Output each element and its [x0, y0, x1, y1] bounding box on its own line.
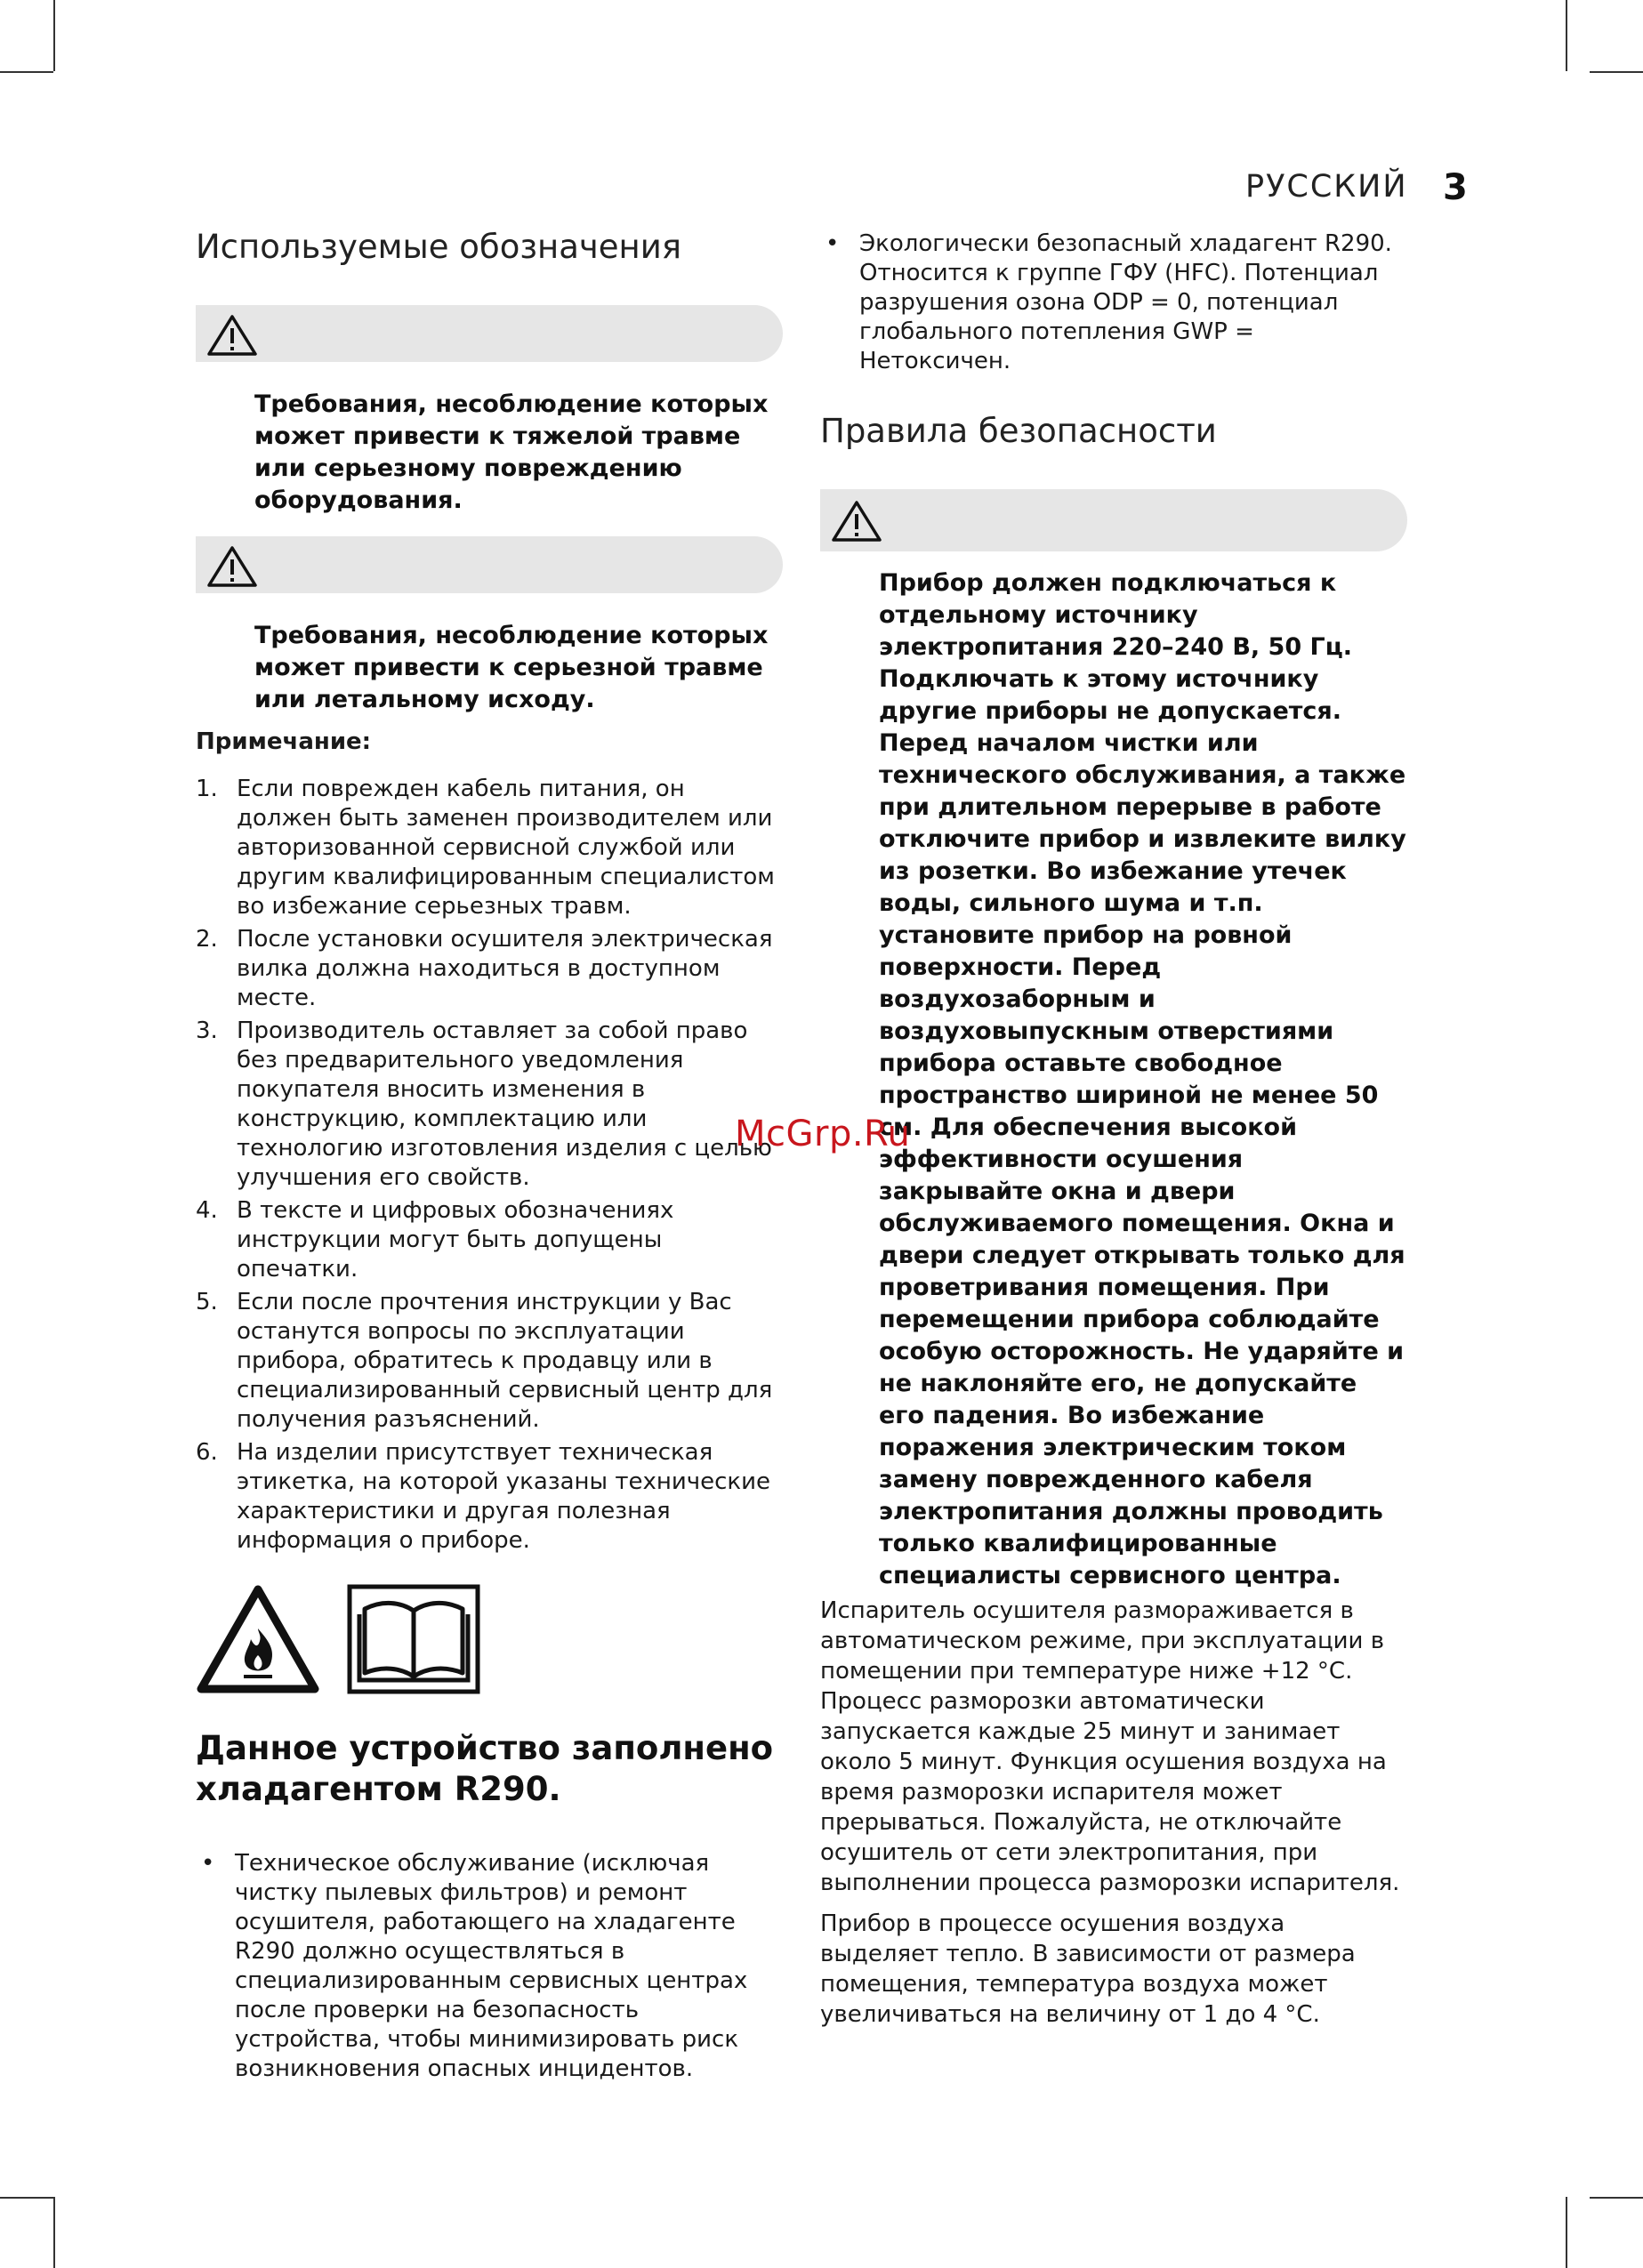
- refrigerant-bullets: [196, 1849, 783, 2084]
- list-text: После установки осушителя электрическая вилка должна находиться в доступном месте.: [237, 926, 773, 1011]
- defrost-paragraph: Испаритель осушителя размораживается в автоматическом режиме, при эксплуатации в помещении при температуре ниже +12 °С. Процесс разморозки автоматически запускается каждые 25 минут и занимает около 5 минут. Функция осушения воздуха на время разморозки испарителя может прерываться. Пожалуйста, не отключайте осушитель от сети электропитания, при выполнении процесса разморозки испарителя.: [820, 1597, 1400, 1896]
- safety-warning-bar: [820, 489, 1407, 551]
- crop-mark: [0, 2197, 53, 2199]
- list-text: Экологически безопасный хладагент R290. Относится к группе ГФУ (HFC). Потенциал разрушения озона ODP = 0, потенциал глобального потепления GWP = Нетоксичен.: [859, 230, 1392, 374]
- heat-paragraph: Прибор в процессе осушения воздуха выделяет тепло. В зависимости от размера помещения, температура воздуха может увеличиваться на величину от 1 до 4 °С.: [820, 1910, 1356, 2028]
- list-text: В тексте и цифровых обозначениях инструкции могут быть допущены опечатки.: [237, 1197, 674, 1283]
- note-title: Примечание:: [196, 728, 372, 755]
- list-item: [820, 229, 1407, 376]
- list-item: [196, 1196, 783, 1284]
- list-item: [196, 775, 783, 921]
- safety-warning-text: Прибор должен подключаться к отдельному источнику электропитания 220–240 В, 50 Гц. Подключать к этому источнику другие приборы не допускается. Перед началом чистки или технического обслуживания, а также при длительном перерыве в работе отключите прибор и извлеките вилку из розетки. Во избежание утечек воды, сильного шума и т.п. установите прибор на ровной поверхности. Перед воздухозаборным и воздуховыпускным отверстиями прибора оставьте свободное пространство шириной не менее 50 см. Для обеспечения высокой эффективности осушения закрывайте окна и двери обслуживаемого помещения. Окна и двери следует открывать только для проветривания помещения. При перемещении прибора соблюдайте особую осторожность. Не ударяйте и не наклоняйте его, не допускайте его падения. Во избежание поражения электрическим током замену поврежденного кабеля электропитания должны проводить только квалифицированные специалисты сервисного центра.: [879, 569, 1406, 1589]
- symbols-heading: Используемые обозначения: [196, 228, 682, 266]
- list-text: Техническое обслуживание (исключая чистку пылевых фильтров) и ремонт осушителя, работающего на хладагенте R290 должно осуществляться в специализированным сервисных центрах после проверки на безопасность устройства, чтобы минимизировать риск возникновения опасных инцидентов.: [235, 1850, 748, 2082]
- left-column: [196, 228, 783, 2084]
- page-number: 3: [1443, 167, 1468, 208]
- crop-mark: [1566, 0, 1567, 71]
- crop-mark: [53, 2197, 55, 2268]
- list-number: 2.: [196, 926, 218, 953]
- list-item: [196, 1849, 783, 2084]
- list-number: 3.: [196, 1017, 218, 1044]
- crop-mark: [1566, 2197, 1567, 2268]
- symbol-icons: [196, 1584, 783, 1694]
- list-number: 4.: [196, 1197, 218, 1224]
- list-item: [196, 1017, 783, 1193]
- list-text: Производитель оставляет за собой право без предварительного уведомления покупателя вносить изменения в конструкцию, комплектацию или технологию изготовления изделия с целью улучшения его свойств.: [237, 1017, 772, 1191]
- warning-triangle-icon: [831, 500, 882, 543]
- crop-mark: [1590, 2197, 1643, 2199]
- notes-list: [196, 775, 783, 1556]
- caution-text: Требования, несоблюдение которых может привести к тяжелой травме или серьезному повреждению оборудования.: [254, 390, 769, 514]
- warning-text: Требования, несоблюдение которых может привести к серьезной травме или летальному исходу.: [254, 622, 769, 713]
- header-language: РУССКИЙ: [1245, 169, 1408, 205]
- list-item: [196, 925, 783, 1013]
- list-text: Если поврежден кабель питания, он должен быть заменен производителем или авторизованной сервисной службой или другим квалифицированным специалистом во избежание серьезных травм.: [237, 776, 775, 920]
- list-item: [196, 1438, 783, 1556]
- warning-bar: [196, 536, 783, 593]
- list-item: [196, 1288, 783, 1435]
- manual-book-icon: [347, 1584, 480, 1694]
- list-number: 1.: [196, 776, 218, 802]
- warning-triangle-icon: [206, 314, 258, 357]
- list-number: 6.: [196, 1439, 218, 1466]
- list-number: 5.: [196, 1289, 218, 1315]
- safety-heading: Правила безопасности: [820, 412, 1217, 450]
- crop-mark: [0, 71, 53, 73]
- crop-mark: [53, 0, 55, 71]
- list-text: Если после прочтения инструкции у Вас останутся вопросы по эксплуатации прибора, обратитесь к продавцу или в специализированный сервисный центр для получения разъяснений.: [237, 1289, 773, 1433]
- crop-mark: [1590, 71, 1643, 73]
- caution-bar: [196, 305, 783, 362]
- refrigerant-info-bullets: [820, 229, 1407, 376]
- warning-triangle-icon: [206, 545, 258, 588]
- bullet-dot-icon: •: [826, 230, 840, 257]
- list-text: На изделии присутствует техническая этикетка, на которой указаны технические характеристики и другая полезная информация о приборе.: [237, 1439, 771, 1554]
- bullet-dot-icon: •: [201, 1850, 215, 1877]
- watermark: McGrp.Ru: [735, 1114, 911, 1154]
- flammable-warning-icon: [196, 1584, 320, 1694]
- refrigerant-heading: Данное устройство заполнено хладагентом R290.: [196, 1729, 774, 1808]
